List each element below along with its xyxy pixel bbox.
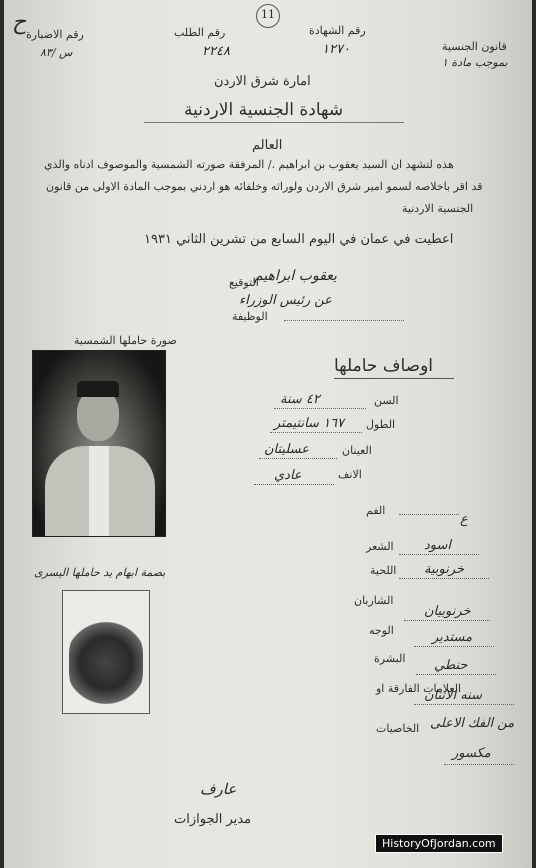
row-value-broken: مكسور: [452, 746, 491, 761]
row-label-hair: الشعر: [366, 540, 394, 553]
row-label-age: السن: [374, 394, 399, 407]
row-label-nose: الانف: [338, 468, 362, 481]
signer-title-line: [284, 320, 404, 321]
emirate-title: امارة شرق الاردن: [214, 74, 311, 89]
row-value-eyes: عسليتان: [264, 442, 310, 457]
row-value-beard: خرنوبية: [424, 562, 465, 577]
row-label-complexion: البشرة: [374, 652, 406, 665]
signer-title-label: الوظيفة: [232, 310, 268, 323]
row-value-nose: عادي: [274, 468, 302, 483]
row-line: [399, 578, 489, 579]
certificate-sheet: [4, 0, 532, 868]
law-label: قانون الجنسية: [442, 40, 507, 53]
body-line-2: قد اقر باخلاصه لسمو امير شرق الاردن ولوراثه وخلفائه هو اردني بموجب المادة الاولى من قانون: [46, 180, 483, 193]
director-signature: عارف: [200, 780, 237, 798]
row-line: [444, 764, 514, 765]
thumbprint: [69, 619, 143, 707]
director-title: مدير الجوازات: [174, 812, 252, 827]
salutation: العالم: [252, 138, 283, 153]
row-label-moustache: الشاربان: [354, 594, 394, 607]
body-line-1: هذه لتشهد ان السيد يعقوب بن ابراهيم ./ المرفقة صورته الشمسية والموصوف ادناه والذي: [44, 158, 454, 171]
row-line: [404, 620, 490, 621]
thumb-caption: بصمة ابهام يد حاملها اليسرى: [34, 566, 166, 579]
signature-scrawl: يعقوب ابراهيم: [254, 268, 337, 284]
row-line: [414, 704, 514, 705]
certificate-title: شهادة الجنسية الاردنية: [184, 100, 344, 120]
description-heading-underline: [334, 378, 454, 379]
issue-date: اعطيت في عمان في اليوم السابع من تشرين الثاني ١٩٣١: [144, 232, 454, 247]
photo-shirt: [89, 446, 109, 536]
row-line: [416, 674, 496, 675]
row-line: [259, 458, 337, 459]
row-value-hair: اسود: [424, 538, 452, 553]
description-heading: اوصاف حاملها: [334, 356, 434, 376]
title-underline: [144, 122, 404, 123]
row-value-marks: سنه الاثنان: [424, 688, 482, 703]
row-value-complexion: حنطي: [434, 658, 468, 673]
cert-number-label: رقم الشهادة: [309, 24, 366, 37]
row-label-marks: العلامات الفارقة او: [376, 682, 462, 695]
watermark: HistoryOfJordan.com: [375, 834, 503, 853]
cert-number-value: ١٢٧٠: [322, 42, 350, 57]
row-label-height: الطول: [366, 418, 396, 431]
file-number-value: س /٨٣: [40, 46, 73, 59]
row-line: [254, 484, 334, 485]
row-label-beard: اللحية: [370, 564, 397, 577]
row-value-moustache: خرنوبيان: [424, 604, 471, 619]
row-label-face: الوجه: [369, 624, 394, 637]
row-value-upper-jaw: من الفك الاعلى: [430, 716, 515, 731]
body-line-3: الجنسية الاردنية: [402, 202, 474, 215]
thumbprint-box: [62, 590, 150, 714]
row-label-eyes: العينان: [342, 444, 372, 457]
row-line: [274, 408, 366, 409]
photo-caption: صورة حاملها الشمسية: [74, 334, 177, 347]
file-number-label: رقم الاضبارة: [26, 28, 84, 41]
holder-photo: [32, 350, 166, 537]
row-value-face: مستدير: [432, 630, 473, 645]
corner-mark: ح: [12, 10, 27, 35]
row-line: [399, 554, 479, 555]
request-number-label: رقم الطلب: [174, 26, 226, 39]
row-value-mouth: ع: [460, 512, 468, 527]
page-number: 11: [261, 8, 275, 21]
law-value: بموجب مادة ١: [442, 56, 508, 69]
row-value-height: ١٦٧ سانتيمتر: [274, 416, 345, 431]
row-line: [270, 432, 362, 433]
row-label-mouth: الفم: [366, 504, 386, 517]
row-line: [399, 514, 459, 515]
signed-by: عن رئيس الوزراء: [239, 293, 332, 308]
row-line: [414, 646, 494, 647]
photo-fez: [77, 381, 119, 397]
request-number-value: ٢٢٤٨: [202, 44, 230, 59]
row-value-age: ٤٢ سنة: [280, 392, 320, 407]
row-label-features: الخاصيات: [376, 722, 420, 735]
signature-label: التوقيع: [229, 276, 259, 289]
